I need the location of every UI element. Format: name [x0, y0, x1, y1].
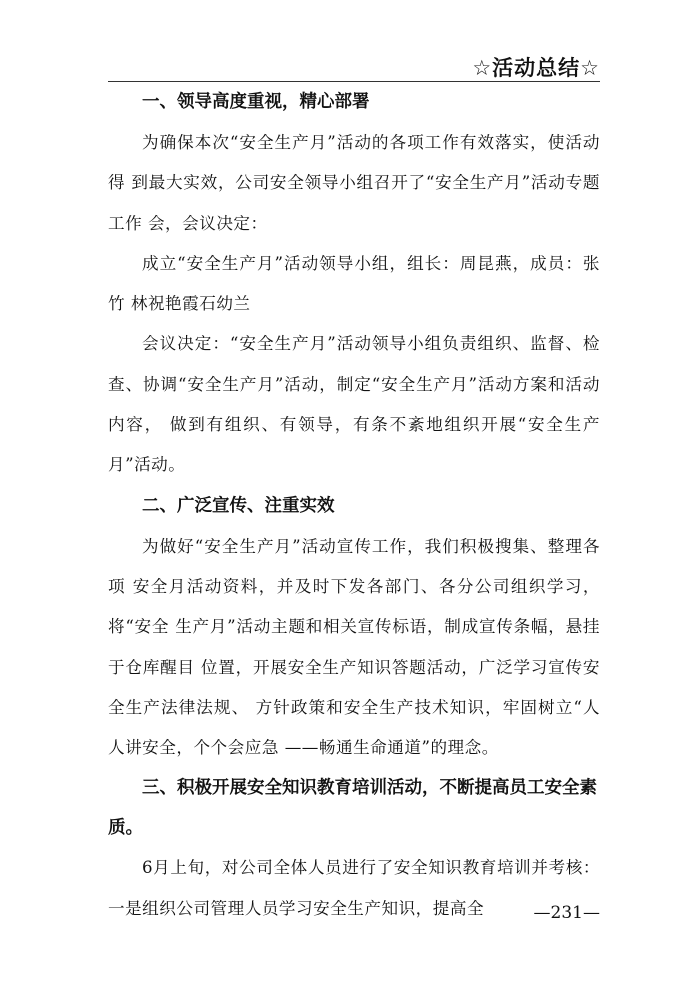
section-1-paragraph-3: 会议决定：“安全生产月”活动领导小组负责组织、监督、检查、协调“安全生产月”活动，制定“安全生产月”活动方案和活动内容， 做到有组织、有领导，有条不紊地组织开展“安全生产月”活动。 [108, 334, 600, 475]
section-2-paragraph-1: 为做好“安全生产月”活动宣传工作，我们积极搜集、整理各项 安全月活动资料，并及时下发各部门、各分公司组织学习，将“安全 生产月”活动主题和相关宣传标语，制成宣传条幅，悬挂于仓库醒目 位置，开展安全生产知识答题活动，广泛学习宣传安全生产法律法规、 方针政策和安全生产技术知识，牢固树立“人人讲安全，个个会应急 ——畅通生命通道”的理念。 [108, 536, 600, 758]
section-heading-1: 一、领导高度重视，精心部署 [142, 92, 370, 112]
section-3-paragraph-1: 6月上旬，对公司全体人员进行了安全知识教育培训并考核：一是组织公司管理人员学习安全生产知识，提高全 [108, 858, 600, 918]
section-heading-2: 二、广泛宣传、注重实效 [142, 495, 335, 516]
section-1-paragraph-2: 成立“安全生产月”活动领导小组，组长：周昆燕，成员：张竹 林祝艳霞石幼兰 [108, 253, 600, 314]
page-number: —231— [533, 903, 600, 923]
section-1-paragraph-1: 为确保本次“安全生产月”活动的各项工作有效落实，使活动得 到最大实效，公司安全领导小组召开了“安全生产月”活动专题工作 会，会议决定： [108, 133, 600, 233]
page-header-title: ☆活动总结☆ [472, 56, 600, 80]
document-body [108, 82, 600, 929]
section-heading-3: 三、积极开展安全知识教育培训活动，不断提高员工安全素质。 [108, 778, 597, 839]
